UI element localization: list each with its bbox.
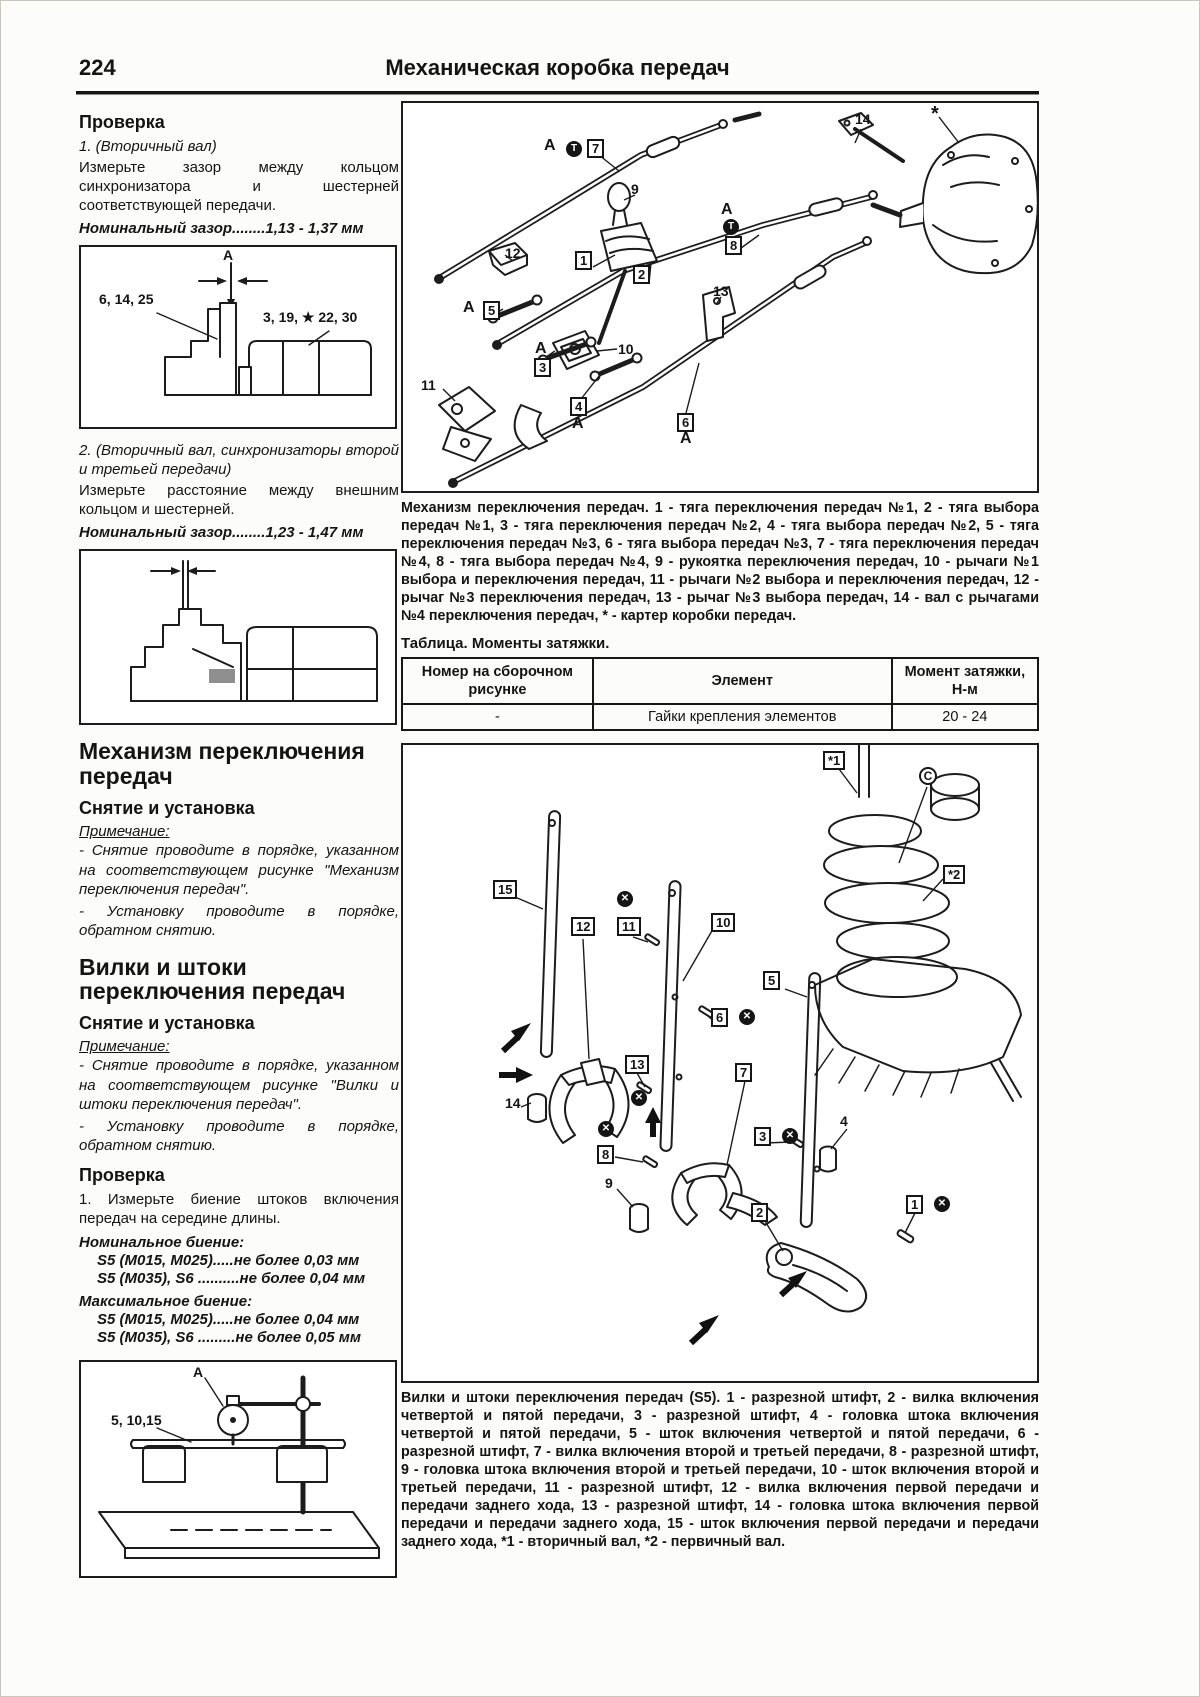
torque-col-element: Элемент (593, 658, 892, 704)
runout-max-1: S5 (M015, M025).....не более 0,04 мм (97, 1310, 360, 1328)
mech-label-a-1: A (544, 137, 556, 154)
cross-marker-2: ✕ (739, 1009, 755, 1025)
mech-label-8: 8 (725, 236, 742, 255)
cross-marker-5: ✕ (782, 1128, 798, 1144)
synchro-section-drawing-1 (81, 247, 395, 427)
mech-label-star: * (931, 103, 939, 125)
forks-label-star2: *2 (943, 865, 965, 884)
mech-label-6: 6 (677, 413, 694, 432)
cross-marker-3: ✕ (631, 1090, 647, 1106)
figure-shift-forks (401, 743, 1039, 1383)
mech-label-2: 2 (633, 265, 650, 284)
mech-label-9: 9 (631, 181, 639, 197)
forks-label-11: 11 (617, 917, 641, 936)
cross-marker-1: ✕ (617, 891, 633, 907)
check2-spec: Номинальный зазор........1,23 - 1,47 мм (79, 524, 364, 542)
fig1-label-right: 3, 19, ★ 22, 30 (263, 309, 358, 326)
forks-label-3: 3 (754, 1127, 771, 1146)
torque-col-number: Номер на сборочном рисунке (402, 658, 593, 704)
torque-table-title: Таблица. Моменты затяжки. (401, 635, 610, 652)
mech-label-a-6: A (680, 430, 692, 447)
mech-label-5: 5 (483, 301, 500, 320)
cross-marker-4: ✕ (598, 1121, 614, 1137)
mech-label-a-3: A (463, 299, 475, 316)
runout-label-parts: 5, 10,15 (111, 1411, 162, 1428)
header-rule (76, 91, 1039, 95)
runout-nominal-label: Номинальное биение: (79, 1233, 245, 1251)
forks-label-6: 6 (711, 1008, 728, 1027)
runout-max-label: Максимальное биение: (79, 1292, 253, 1310)
forks-note-1: - Снятие проводите в порядке, указанном на соответствующем рисунке "Вилки и штоки переключения передач". (79, 1057, 399, 1114)
mech-label-4: 4 (570, 397, 587, 416)
mechanism-sub: Снятие и установка (79, 798, 255, 819)
torque-table-header-row (402, 658, 1038, 704)
left-column (79, 103, 399, 1590)
forks-label-2: 2 (751, 1203, 768, 1222)
runout-label-a: A (193, 1363, 204, 1380)
forks-label-8: 8 (597, 1145, 614, 1164)
mech-label-12: 12 (505, 245, 521, 261)
mechanism-note-2: - Установку проводите в порядке, обратном снятию. (79, 902, 399, 940)
table-row (402, 704, 1038, 730)
cross-marker-6: ✕ (934, 1196, 950, 1212)
forks-label-4: 4 (840, 1113, 848, 1130)
forks-label-5: 5 (763, 971, 780, 990)
mech-label-11: 11 (421, 377, 436, 393)
torque-cell-element: Гайки крепления элементов (593, 704, 892, 730)
forks-label-15: 15 (493, 880, 517, 899)
mech-label-13: 13 (713, 283, 729, 299)
torque-cell-moment: 20 - 24 (892, 704, 1038, 730)
check2-body: Измерьте расстояние между внешним кольцом и шестерней. (79, 482, 399, 519)
forks-label-9: 9 (605, 1175, 613, 1192)
fig1-label-a: A (223, 247, 234, 264)
mechanism-note-1: - Снятие проводите в порядке, указанном на соответствующем рисунке "Механизм переключения передач". (79, 842, 399, 899)
forks-note-2: - Установку проводите в порядке, обратном снятию. (79, 1117, 399, 1155)
right-column (401, 101, 1039, 1551)
check1-item-title: 1. (Вторичный вал) (79, 138, 217, 155)
synchro-section-drawing-2 (81, 551, 395, 723)
forks-label-14: 14 (505, 1095, 521, 1112)
torque-col-moment: Момент затяжки, Н-м (892, 658, 1038, 704)
mech-label-a-2: A (721, 201, 733, 218)
runout-nominal-2: S5 (M035), S6 ..........не более 0,04 мм (97, 1269, 366, 1287)
fig1-label-left: 6, 14, 25 (99, 291, 154, 308)
figure-synchro-gap-2 (79, 549, 397, 725)
forks-label-c: С (919, 767, 937, 785)
mech-label-7: 7 (587, 139, 604, 158)
forks-label-7: 7 (735, 1063, 752, 1082)
page-title: Механическая коробка передач (385, 55, 730, 80)
mech-label-14: 14 (855, 111, 871, 127)
mech-label-a-5: A (572, 415, 584, 432)
check-heading-2: Проверка (79, 1164, 165, 1185)
forks-caption: Вилки и штоки переключения передач (S5). 1 - разрезной штифт, 2 - вилка включения четвертой и пятой передачи, 3 - разрезной штифт, 4 - головка штока включения четвертой и пятой передачи, 5 - шток включения четвертой и пятой передачи, 6 - разрезной штифт, 7 - вилка включения второй и третьей передачи, 8 - разрезной штифт, 9 - головка штока включения второй и третьей передачи, 10 - шток включения второй и третьей передачи, 11 - разрезной штифт, 12 - вилка включения первой передачи и передачи заднего хода, 13 - разрезной штифт, 14 - головка штока включения первой передачи и передачи заднего хода, 15 - шток включения первой передачи и передачи заднего хода, *1 - вторичный вал, *2 - первичный вал. (401, 1390, 1039, 1551)
mech-label-3: 3 (534, 358, 551, 377)
mechanism-heading: Механизм переключения передач (79, 738, 365, 790)
runout-max-2: S5 (M035), S6 .........не более 0,05 мм (97, 1328, 361, 1346)
check1-body: Измерьте зазор между кольцом синхронизатора и шестерней соответствующей передачи. (79, 159, 399, 215)
figure-synchro-gap-1 (79, 245, 397, 429)
runout-body: 1. Измерьте биение штоков включения передач на середине длины. (79, 1190, 399, 1227)
check-heading-1: Проверка (79, 112, 165, 132)
runout-nominal-1: S5 (M015, M025).....не более 0,03 мм (97, 1251, 360, 1269)
check1-spec: Номинальный зазор........1,13 - 1,37 мм (79, 220, 364, 238)
forks-label-12: 12 (571, 917, 595, 936)
figure-runout (79, 1360, 397, 1578)
runout-drawing (81, 1362, 395, 1576)
mech-label-a-4: A (535, 340, 547, 357)
forks-label-13: 13 (625, 1055, 649, 1074)
check2-item-title: 2. (Вторичный вал, синхронизаторы второй и третьей передачи) (79, 442, 399, 479)
forks-label-1: 1 (906, 1195, 923, 1214)
page-number: 224 (79, 55, 116, 80)
torque-marker-1: Т (566, 141, 582, 157)
forks-sub: Снятие и установка (79, 1013, 255, 1034)
shift-forks-drawing (403, 745, 1037, 1381)
mechanism-note-label: Примечание: (79, 823, 170, 841)
forks-note-label: Примечание: (79, 1038, 170, 1056)
torque-marker-2: Т (723, 219, 739, 235)
mechanism-caption: Механизм переключения передач. 1 - тяга переключения передач №1, 2 - тяга выбора передач №1, 3 - тяга переключения передач №2, 4 - тяга выбора передач №2, 5 - тяга переключения передач №3, 6 - тяга выбора передач №3, 7 - тяга переключения передач №4, 8 - тяга выбора передач №4, 9 - рукоятка переключения передач, 10 - рычаги №1 выбора и переключения передач, 11 - рычаги №2 выбора и переключения передач, 12 - рычаг №3 переключения передач, 13 - рычаг №3 выбора передач, 14 - вал с рычагами №4 переключения передач, * - картер коробки передач. (401, 500, 1039, 624)
torque-table (401, 657, 1039, 731)
torque-cell-number: - (402, 704, 593, 730)
figure-shift-mechanism (401, 101, 1039, 493)
mech-label-1: 1 (575, 251, 592, 270)
forks-label-10: 10 (711, 913, 735, 932)
forks-heading: Вилки и штоки переключения передач (79, 953, 346, 1005)
forks-label-star1: *1 (823, 751, 845, 770)
mech-label-10: 10 (618, 341, 634, 357)
